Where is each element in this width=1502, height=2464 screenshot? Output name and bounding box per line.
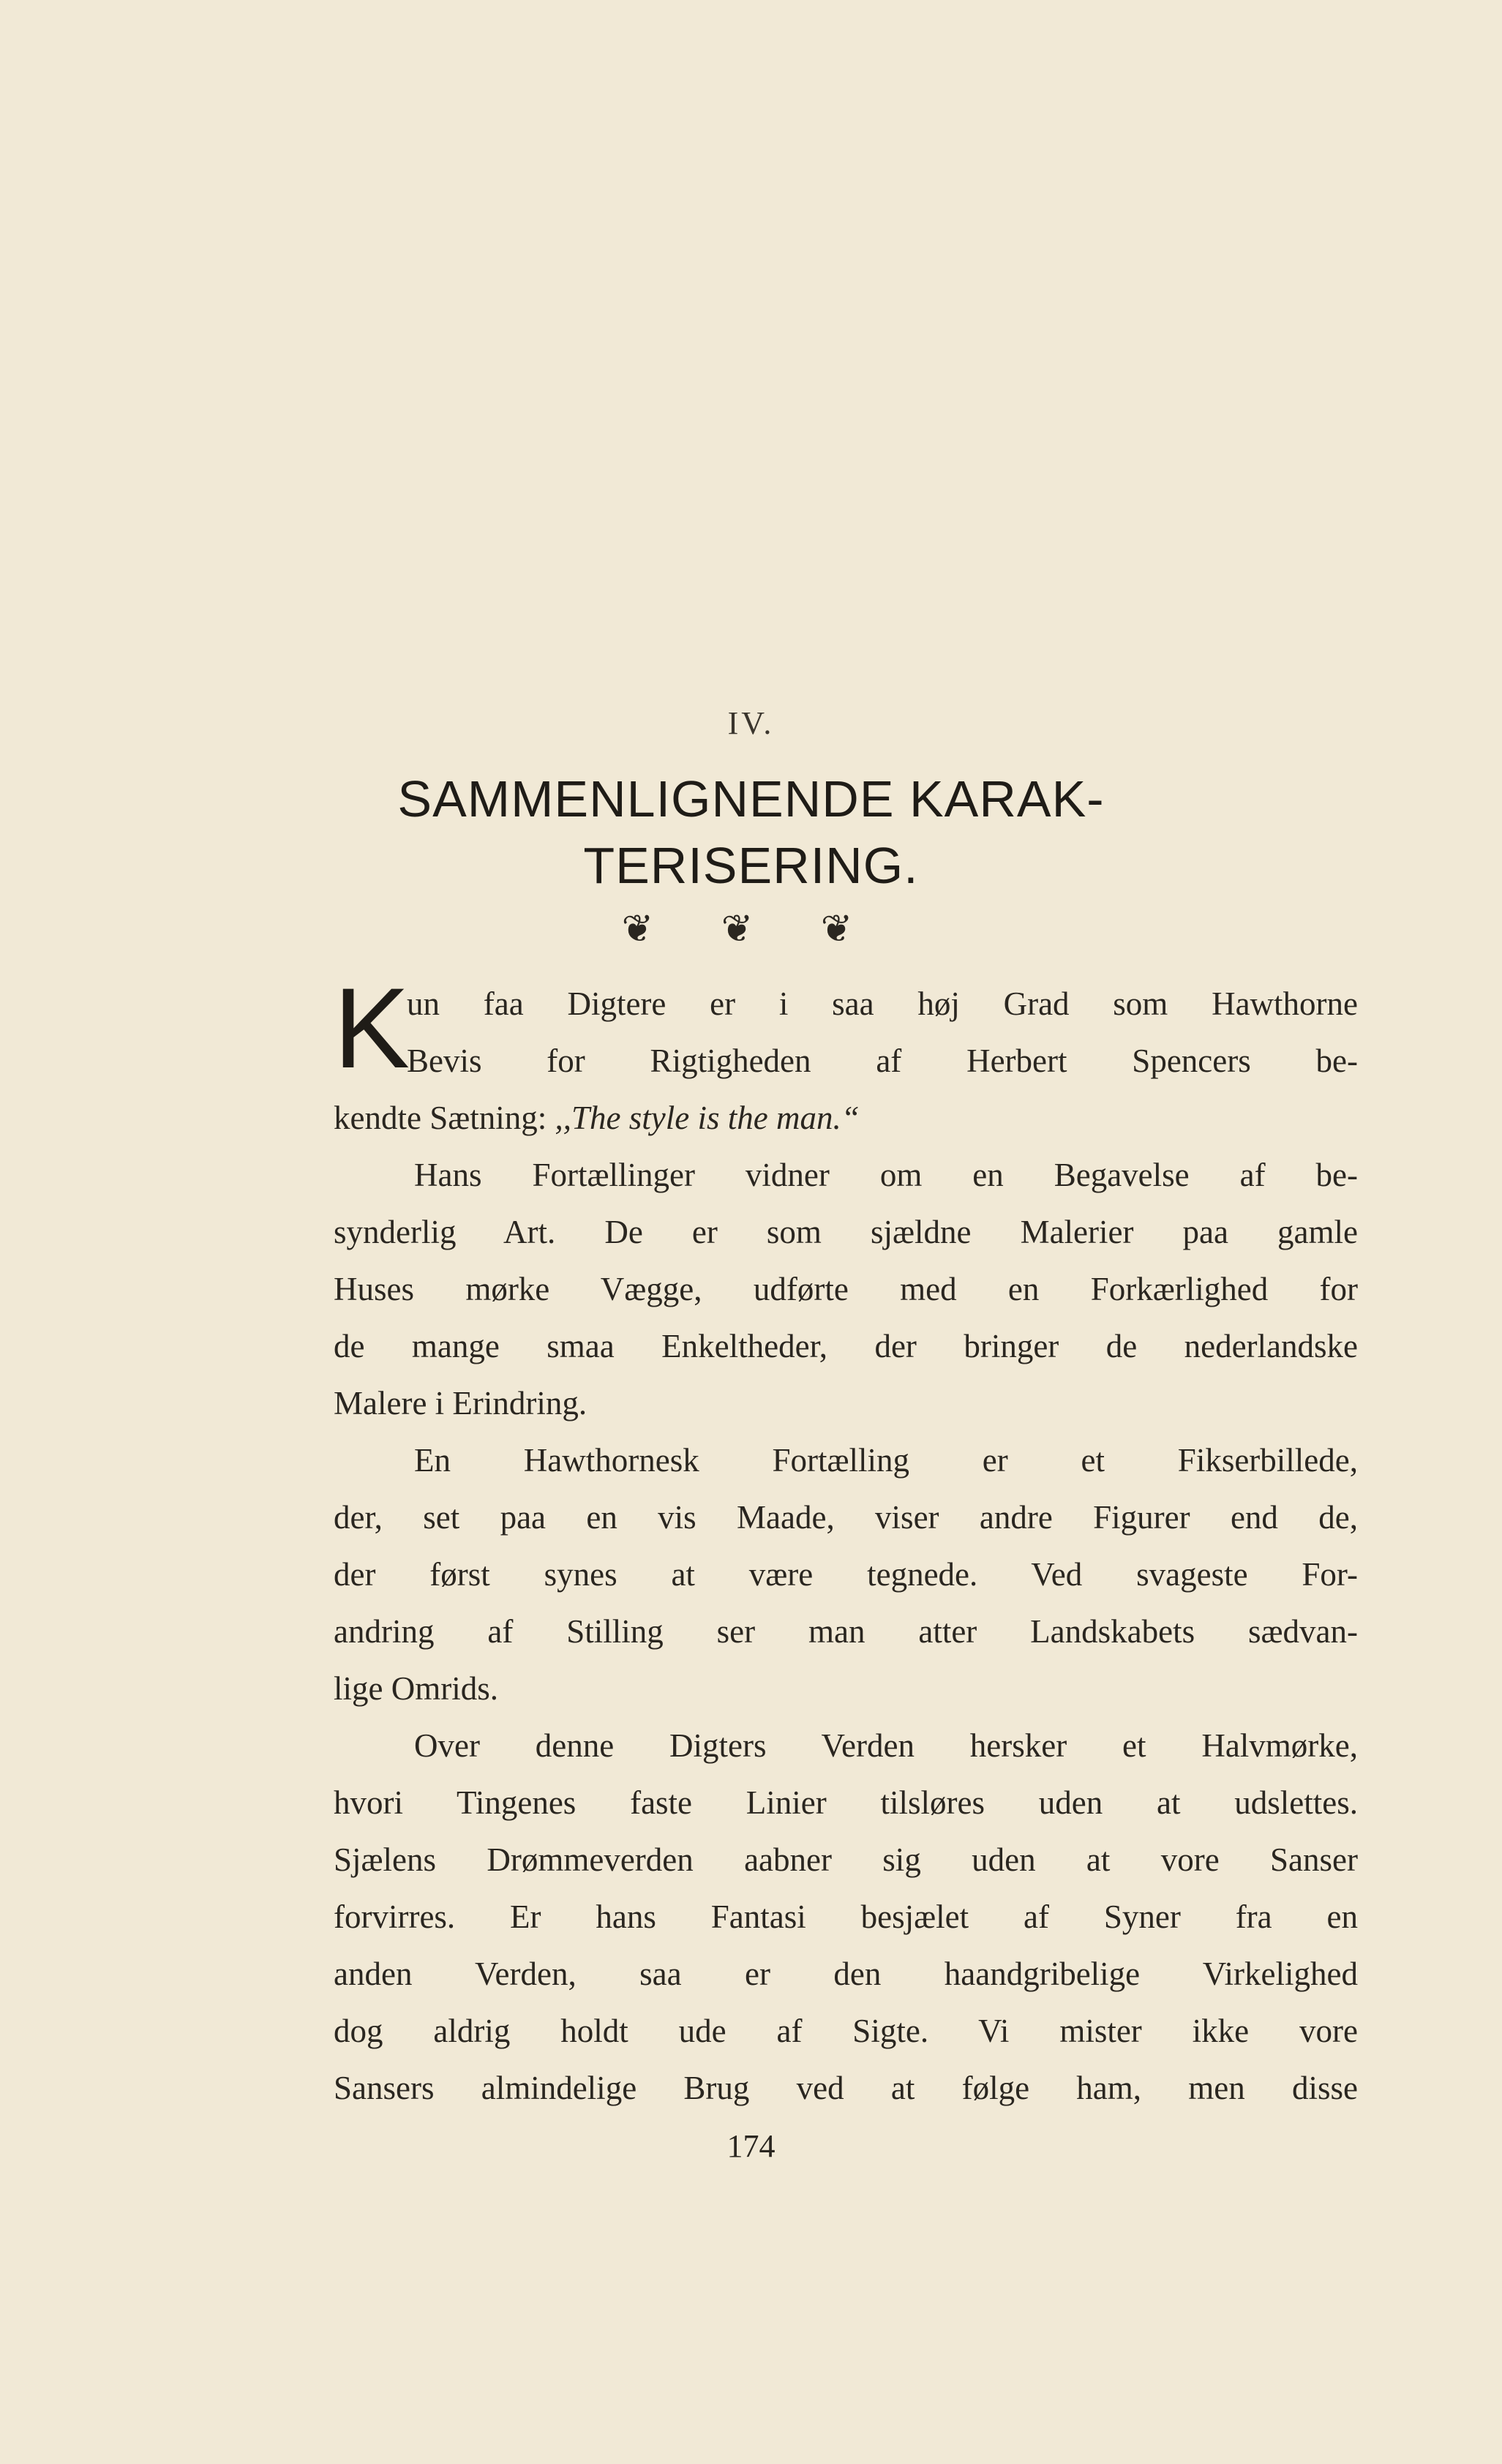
- text-line: Huses mørke Vægge, udførte med en Forkærlighed for: [334, 1271, 1358, 1307]
- text-line: Hans Fortællinger vidner om en Begavelse af be-: [414, 1157, 1358, 1193]
- text-line: anden Verden, saa er den haandgribelige Virkelighed: [334, 1956, 1358, 1992]
- text-line: lige Omrids.: [334, 1670, 498, 1707]
- text-line: dog aldrig holdt ude af Sigte. Vi mister ikke vore: [334, 2013, 1358, 2049]
- text-line: Over denne Digters Verden hersker et Halvmørke,: [414, 1727, 1358, 1764]
- text-line: Sansers almindelige Brug ved at følge ham, men disse: [334, 2070, 1358, 2106]
- text-line: hvori Tingenes faste Linier tilsløres uden at udslettes.: [334, 1784, 1358, 1821]
- text-line: Malere i Erindring.: [334, 1385, 587, 1421]
- chapter-title-line-2: TERISERING.: [583, 837, 919, 894]
- page-number: 174: [726, 2128, 776, 2164]
- fleuron-ornament-icon: ❦ ❦ ❦: [621, 907, 881, 951]
- chapter-title-line-1: SAMMENLIGNENDE KARAK-: [397, 770, 1105, 827]
- text-line: andring af Stilling ser man atter Landskabets sædvan-: [334, 1613, 1358, 1650]
- text-line: synderlig Art. De er som sjældne Malerier paa gamle: [334, 1214, 1358, 1250]
- text-line: Bevis for Rigtigheden af Herbert Spencers be-: [407, 1043, 1358, 1079]
- text-line: Sjælens Drømmeverden aabner sig uden at vore Sanser: [334, 1841, 1358, 1878]
- drop-cap: K: [334, 965, 410, 1092]
- text-line: der først synes at være tegnede. Ved svageste For-: [334, 1556, 1358, 1593]
- text-line: [334, 1094, 1358, 1141]
- text-line: forvirres. Er hans Fantasi besjælet af Syner fra en: [334, 1898, 1358, 1935]
- chapter-number: IV.: [727, 705, 775, 741]
- text-line: der, set paa en vis Maade, viser andre Figurer end de,: [334, 1499, 1358, 1536]
- text-line: En Hawthornesk Fortælling er et Fikserbillede,: [414, 1442, 1358, 1479]
- text-segment: kendte Sætning:: [334, 1100, 547, 1136]
- text-line: un faa Digtere er i saa høj Grad som Hawthorne: [407, 985, 1358, 1022]
- quotation: ,,The style is the man.“: [555, 1100, 860, 1136]
- text-line: de mange smaa Enkeltheder, der bringer de nederlandske: [334, 1328, 1358, 1364]
